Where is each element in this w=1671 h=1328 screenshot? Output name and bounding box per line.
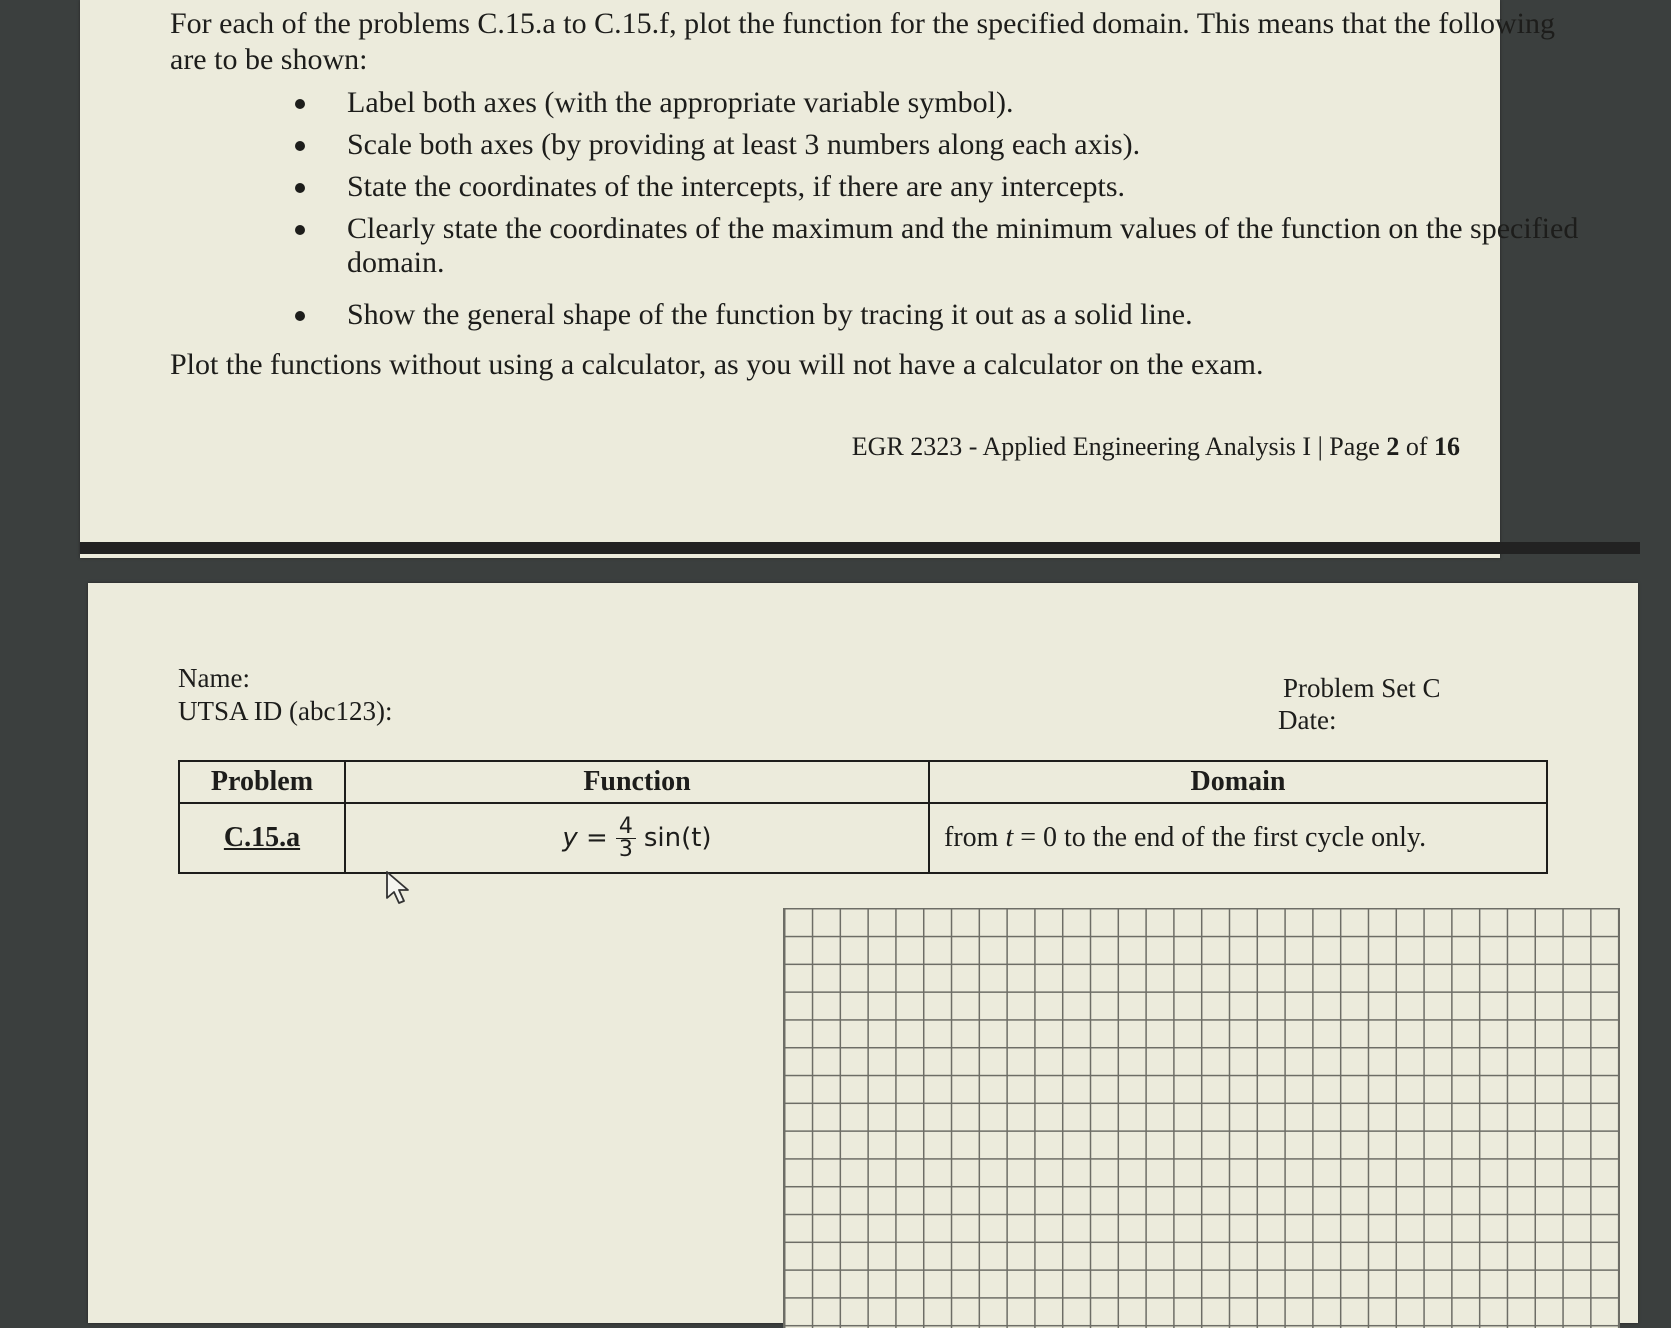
- header-problem: Problem: [179, 761, 345, 803]
- page-divider: [80, 542, 1640, 554]
- bullet-icon: [295, 141, 305, 151]
- table-header-row: [179, 761, 1547, 803]
- graph-paper-grid: [783, 908, 1620, 1328]
- list-item: Scale both axes (by providing at least 3 numbers along each axis).: [255, 128, 1655, 162]
- header-function: Function: [345, 761, 929, 803]
- table-row: [179, 803, 1547, 873]
- header-domain: Domain: [929, 761, 1547, 803]
- name-label: Name:: [178, 663, 250, 693]
- bullet-icon: [295, 99, 305, 109]
- page-total: 16: [1434, 432, 1460, 461]
- course-title: EGR 2323 - Applied Engineering Analysis I | Page: [851, 432, 1387, 461]
- calculator-note: Plot the functions without using a calculator, as you will not have a calculator on the exam.: [170, 348, 1264, 381]
- domain-variable: t: [1005, 822, 1014, 853]
- bullet-icon: [295, 183, 305, 193]
- problem-table: [178, 760, 1548, 874]
- bullet-icon: [295, 311, 305, 321]
- list-item: Clearly state the coordinates of the maximum and the minimum values of the function on the specified domain.: [255, 212, 1655, 280]
- list-item: State the coordinates of the intercepts, if there are any intercepts.: [255, 170, 1655, 204]
- list-item: Show the general shape of the function by tracing it out as a solid line.: [255, 298, 1655, 332]
- page-of: of: [1399, 432, 1434, 461]
- page-footer: [852, 432, 1460, 462]
- list-item: Label both axes (with the appropriate variable symbol).: [255, 86, 1655, 120]
- fraction-numerator: 4: [616, 816, 636, 839]
- instructions-list: [255, 86, 1655, 340]
- fraction-denominator: 3: [618, 836, 633, 862]
- function-formula: [562, 813, 712, 862]
- problem-set-label: Problem Set C: [1283, 673, 1441, 703]
- problem-cell: C.15.a: [179, 803, 345, 873]
- date-label: Date:: [1278, 705, 1337, 735]
- fraction: [616, 813, 636, 862]
- page-current: 2: [1386, 432, 1400, 461]
- instructions-intro: For each of the problems C.15.a to C.15.f, plot the function for the specified domain. This means that the following are to be shown:: [170, 7, 1555, 76]
- function-rhs: sin(t): [643, 823, 712, 853]
- document-page-top: [80, 0, 1579, 558]
- utsa-id-label: UTSA ID (abc123):: [178, 696, 393, 726]
- bullet-icon: [295, 225, 305, 235]
- mouse-cursor-icon: [385, 870, 415, 906]
- document-page-bottom: [88, 583, 1638, 1323]
- function-lhs: y =: [562, 823, 608, 853]
- function-cell: [345, 803, 929, 873]
- domain-cell: from t = 0 to the end of the first cycle only.: [929, 803, 1547, 873]
